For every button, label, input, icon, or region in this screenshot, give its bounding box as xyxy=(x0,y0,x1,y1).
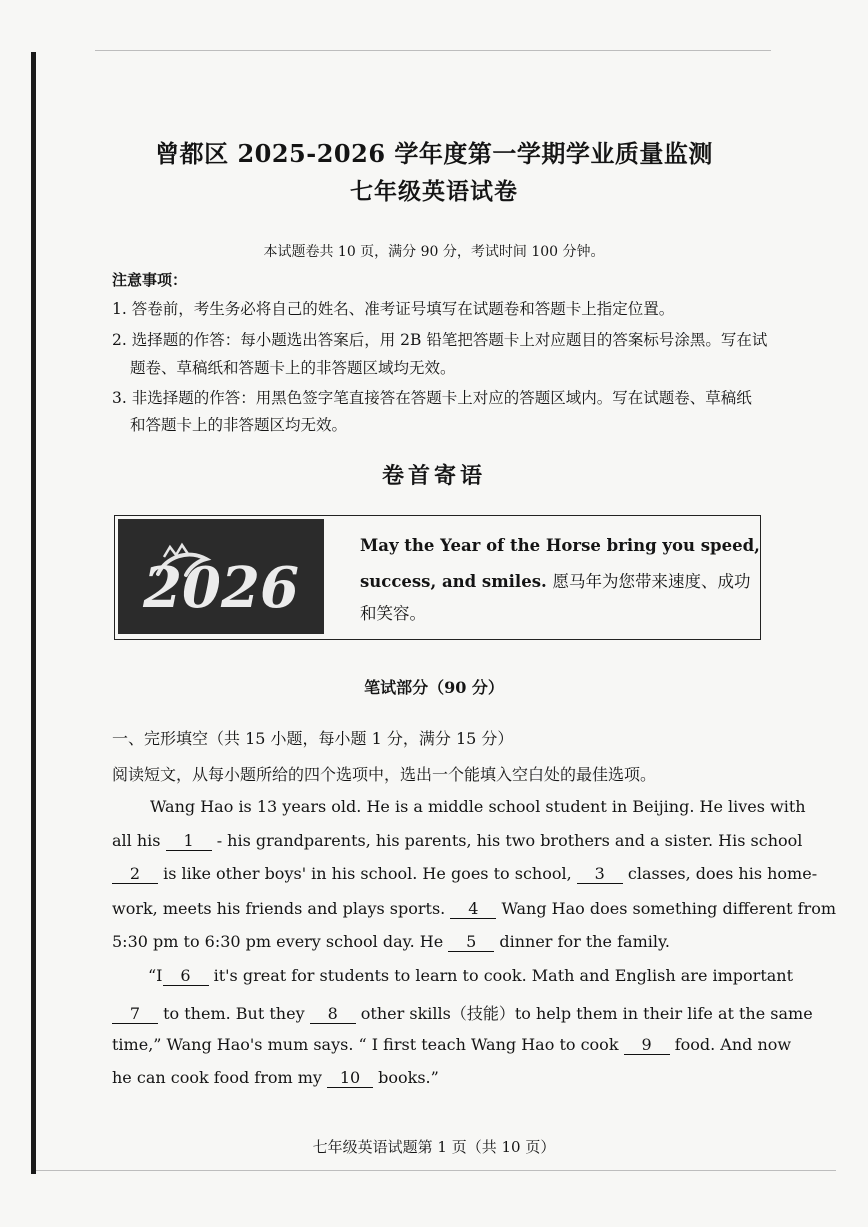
section-title: 笔试部分（90 分） xyxy=(364,678,504,697)
notice-title: 注意事项： xyxy=(112,271,188,289)
passage-line: Wang Hao is 13 years old. He is a middle school student in Beijing. He lives with xyxy=(150,797,806,816)
blank-2: 2 xyxy=(112,864,158,884)
blank-8: 8 xyxy=(310,1004,356,1024)
blank-1: 1 xyxy=(166,831,212,851)
passage-line: 5:30 pm to 6:30 pm every school day. He 5 dinner for the family. xyxy=(112,932,670,951)
notice-item: 2. 选择题的作答：每小题选出答案后，用 2B 铅笔把答题卡上对应题目的答案标号涂黑。写在试 xyxy=(112,331,768,349)
year-2026-horse-logo xyxy=(118,519,324,634)
bottom-rule xyxy=(36,1170,836,1171)
greeting-line-2 xyxy=(360,568,750,592)
svg-text:2026: 2026 xyxy=(143,555,299,621)
passage-line: “I 6 it's great for students to learn to cook. Math and English are important xyxy=(148,966,794,985)
greeting-line-3: 和笑容。 xyxy=(360,604,426,623)
exam-info: 本试题卷共 10 页，满分 90 分，考试时间 100 分钟。 xyxy=(263,244,605,260)
greeting-line-1: May the Year of the Horse bring you speed, xyxy=(360,536,760,555)
notice-item: 3. 非选择题的作答：用黑色签字笔直接答在答题卡上对应的答题区域内。写在试题卷、草稿纸 xyxy=(112,389,752,407)
blank-10: 10 xyxy=(327,1068,373,1088)
greeting-box xyxy=(114,515,761,640)
passage-line: he can cook food from my 10 books.” xyxy=(112,1068,439,1087)
exam-subtitle: 七年级英语试卷 xyxy=(350,178,518,205)
blank-7: 7 xyxy=(112,1004,158,1024)
passage-line: all his 1 - his grandparents, his parents, his two brothers and a sister. His school xyxy=(112,831,803,850)
motto-title: 卷首寄语 xyxy=(381,463,486,489)
blank-5: 5 xyxy=(448,932,494,952)
blank-9: 9 xyxy=(624,1035,670,1055)
greeting-line-2-cn: 愿马年为您带来速度、成功 xyxy=(552,572,751,591)
notice-item: 1. 答卷前，考生务必将自己的姓名、准考证号填写在试题卷和答题卡上指定位置。 xyxy=(112,300,675,318)
top-rule xyxy=(95,50,771,51)
binding-margin-line xyxy=(31,52,36,1174)
passage-line: time,” Wang Hao's mum says. “ I first teach Wang Hao to cook 9 food. And now xyxy=(112,1035,792,1054)
passage-line: work, meets his friends and plays sports. 4 Wang Hao does something different from xyxy=(112,899,837,918)
part1-instruction: 阅读短文，从每小题所给的四个选项中，选出一个能填入空白处的最佳选项。 xyxy=(112,765,657,784)
greeting-line-2-en: success, and smiles. xyxy=(360,572,547,591)
horse-logo-icon xyxy=(118,519,324,634)
part1-heading: 一、完形填空（共 15 小题，每小题 1 分，满分 15 分） xyxy=(112,729,514,748)
exam-title: 曾都区 2025-2026 学年度第一学期学业质量监测 xyxy=(155,139,713,168)
page-footer: 七年级英语试题第 1 页（共 10 页） xyxy=(312,1138,556,1156)
blank-4: 4 xyxy=(450,899,496,919)
passage-line: 7 to them. But they 8 other skills（技能）to help them in their life at the same xyxy=(112,1001,813,1024)
blank-6: 6 xyxy=(163,966,209,986)
passage-line: 2 is like other boys' in his school. He goes to school, 3 classes, does his home- xyxy=(112,864,817,884)
notice-item-cont: 题卷、草稿纸和答题卡上的非答题区域均无效。 xyxy=(130,359,456,377)
blank-3: 3 xyxy=(577,864,623,884)
notice-item-cont: 和答题卡上的非答题区均无效。 xyxy=(130,416,348,434)
